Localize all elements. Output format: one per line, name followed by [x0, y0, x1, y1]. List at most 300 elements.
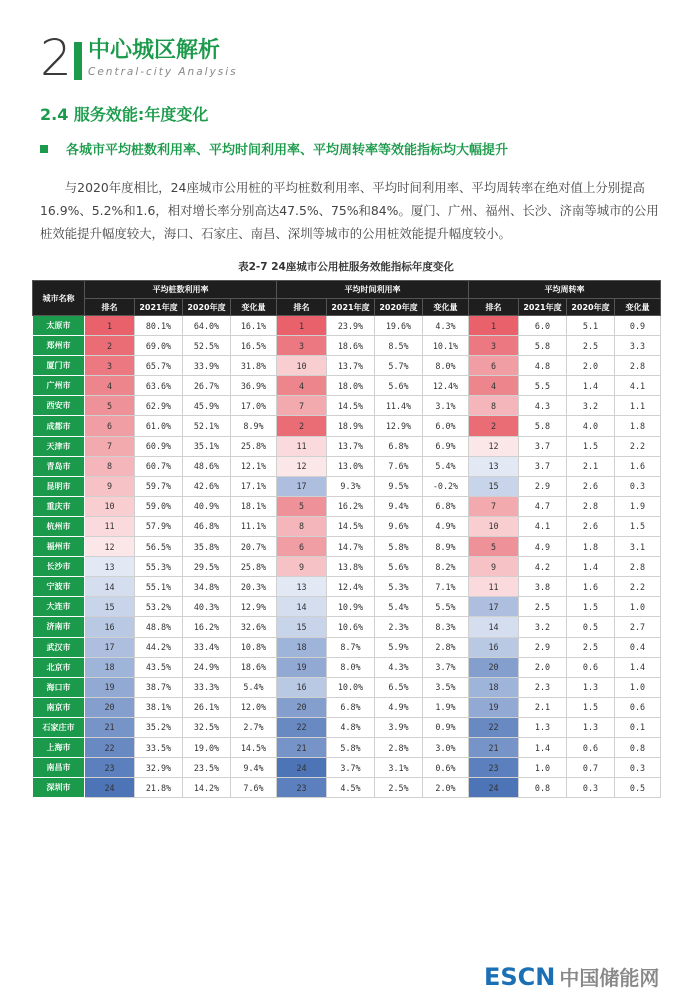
rank-cell: 22: [469, 717, 519, 737]
change-value-cell: 8.3%: [423, 617, 469, 637]
city-name-cell: 武汉市: [33, 637, 85, 657]
efficiency-table: [32, 280, 661, 798]
change-value-cell: 5.4%: [231, 677, 277, 697]
rank-cell: 4: [277, 376, 327, 396]
2021-value-cell: 65.7%: [135, 356, 183, 376]
2021-value-cell: 59.0%: [135, 496, 183, 516]
rank-cell: 7: [277, 396, 327, 416]
change-value-cell: 0.3: [615, 476, 661, 496]
2021-value-cell: 3.8: [519, 577, 567, 597]
table-caption: 表2-7 24座城市公用桩服务效能指标年度变化: [238, 261, 454, 273]
change-value-cell: 8.9%: [231, 416, 277, 436]
2020-value-cell: 33.3%: [183, 677, 231, 697]
city-name-cell: 海口市: [33, 677, 85, 697]
2021-value-cell: 13.7%: [327, 356, 375, 376]
2020-value-cell: 35.8%: [183, 537, 231, 557]
2020-value-cell: 2.5: [567, 336, 615, 356]
2021-value-cell: 10.0%: [327, 677, 375, 697]
change-value-cell: 3.0%: [423, 737, 469, 757]
2020-value-cell: 4.3%: [375, 657, 423, 677]
2020-value-cell: 9.4%: [375, 496, 423, 516]
city-name-cell: 天津市: [33, 436, 85, 456]
rank-cell: 17: [469, 597, 519, 617]
2020-value-cell: 23.5%: [183, 758, 231, 778]
city-name-cell: 青岛市: [33, 456, 85, 476]
table-row: [33, 436, 661, 456]
logo-text-en: ESCN: [484, 963, 556, 991]
change-value-cell: 6.8%: [423, 496, 469, 516]
city-column-header: 城市名称: [33, 281, 85, 316]
subheader-change: 变化量: [615, 299, 661, 316]
2021-value-cell: 18.6%: [327, 336, 375, 356]
2021-value-cell: 63.6%: [135, 376, 183, 396]
rank-cell: 18: [469, 677, 519, 697]
2021-value-cell: 3.7%: [327, 758, 375, 778]
2020-value-cell: 1.5: [567, 436, 615, 456]
2020-value-cell: 1.4: [567, 557, 615, 577]
rank-cell: 13: [469, 456, 519, 476]
2020-value-cell: 9.6%: [375, 516, 423, 536]
2021-value-cell: 1.0: [519, 758, 567, 778]
2020-value-cell: 1.6: [567, 577, 615, 597]
2021-value-cell: 4.2: [519, 557, 567, 577]
rank-cell: 6: [85, 416, 135, 436]
change-value-cell: 2.8: [615, 557, 661, 577]
table-row: [33, 717, 661, 737]
2021-value-cell: 2.3: [519, 677, 567, 697]
rank-cell: 1: [85, 316, 135, 336]
rank-cell: 2: [469, 416, 519, 436]
rank-cell: 23: [277, 778, 327, 798]
2021-value-cell: 5.8: [519, 336, 567, 356]
change-value-cell: 12.1%: [231, 456, 277, 476]
bullet-heading: 各城市平均桩数利用率、平均时间利用率、平均周转率等效能指标均大幅提升: [66, 143, 509, 158]
rank-cell: 24: [85, 778, 135, 798]
city-name-cell: 厦门市: [33, 356, 85, 376]
2020-value-cell: 1.5: [567, 597, 615, 617]
rank-cell: 19: [85, 677, 135, 697]
2020-value-cell: 32.5%: [183, 717, 231, 737]
change-value-cell: 0.4: [615, 637, 661, 657]
rank-cell: 6: [277, 537, 327, 557]
2020-value-cell: 6.5%: [375, 677, 423, 697]
2021-value-cell: 55.3%: [135, 557, 183, 577]
2020-value-cell: 26.7%: [183, 376, 231, 396]
change-value-cell: 20.3%: [231, 577, 277, 597]
2020-value-cell: 0.3: [567, 778, 615, 798]
change-value-cell: 3.5%: [423, 677, 469, 697]
2021-value-cell: 13.8%: [327, 557, 375, 577]
rank-cell: 16: [277, 677, 327, 697]
rank-cell: 9: [469, 557, 519, 577]
2021-value-cell: 13.7%: [327, 436, 375, 456]
rank-cell: 21: [277, 737, 327, 757]
change-value-cell: 32.6%: [231, 617, 277, 637]
table-row: [33, 737, 661, 757]
2020-value-cell: 2.3%: [375, 617, 423, 637]
2020-value-cell: 14.2%: [183, 778, 231, 798]
group-header-turnover: 平均周转率: [469, 281, 661, 299]
rank-cell: 20: [469, 657, 519, 677]
table-row: [33, 577, 661, 597]
body-paragraph: 与2020年度相比，24座城市公用桩的平均桩数利用率、平均时间利用率、平均周转率在绝对值上分别提高16.9%、5.2%和1.6，相对增长率分别高达47.5%、75%和84%。厦门、广州、福州、长沙、济南等城市的公用桩效能提升幅度较大，海口、石家庄、南昌、深圳等城市的公用桩效能提升幅度较小。: [40, 180, 659, 241]
subheader-change: 变化量: [423, 299, 469, 316]
city-name-cell: 大连市: [33, 597, 85, 617]
change-value-cell: 2.0%: [423, 778, 469, 798]
rank-cell: 10: [277, 356, 327, 376]
2021-value-cell: 44.2%: [135, 637, 183, 657]
2020-value-cell: 7.6%: [375, 456, 423, 476]
table-row: [33, 697, 661, 717]
2020-value-cell: 33.9%: [183, 356, 231, 376]
city-name-cell: 长沙市: [33, 557, 85, 577]
2021-value-cell: 60.9%: [135, 436, 183, 456]
rank-cell: 16: [85, 617, 135, 637]
rank-cell: 24: [469, 778, 519, 798]
change-value-cell: 8.2%: [423, 557, 469, 577]
city-name-cell: 重庆市: [33, 496, 85, 516]
change-value-cell: 0.6: [615, 697, 661, 717]
rank-cell: 13: [85, 557, 135, 577]
2021-value-cell: 3.2: [519, 617, 567, 637]
subheader-2021: 2021年度: [135, 299, 183, 316]
rank-cell: 4: [85, 376, 135, 396]
2020-value-cell: 29.5%: [183, 557, 231, 577]
city-name-cell: 南京市: [33, 697, 85, 717]
change-value-cell: 2.2: [615, 577, 661, 597]
rank-cell: 12: [469, 436, 519, 456]
2021-value-cell: 6.8%: [327, 697, 375, 717]
city-name-cell: 上海市: [33, 737, 85, 757]
2020-value-cell: 12.9%: [375, 416, 423, 436]
rank-cell: 14: [277, 597, 327, 617]
2020-value-cell: 2.6: [567, 516, 615, 536]
2020-value-cell: 19.0%: [183, 737, 231, 757]
change-value-cell: 0.9%: [423, 717, 469, 737]
2021-value-cell: 48.8%: [135, 617, 183, 637]
change-value-cell: -0.2%: [423, 476, 469, 496]
rank-cell: 15: [469, 476, 519, 496]
rank-cell: 1: [277, 316, 327, 336]
2021-value-cell: 32.9%: [135, 758, 183, 778]
table-row: [33, 597, 661, 617]
change-value-cell: 2.2: [615, 436, 661, 456]
change-value-cell: 0.9: [615, 316, 661, 336]
rank-cell: 5: [277, 496, 327, 516]
2021-value-cell: 62.9%: [135, 396, 183, 416]
city-name-cell: 杭州市: [33, 516, 85, 536]
2020-value-cell: 9.5%: [375, 476, 423, 496]
city-name-cell: 太原市: [33, 316, 85, 336]
2021-value-cell: 21.8%: [135, 778, 183, 798]
rank-cell: 19: [469, 697, 519, 717]
change-value-cell: 6.0%: [423, 416, 469, 436]
2021-value-cell: 69.0%: [135, 336, 183, 356]
change-value-cell: 2.7: [615, 617, 661, 637]
2020-value-cell: 5.6%: [375, 557, 423, 577]
2021-value-cell: 23.9%: [327, 316, 375, 336]
2020-value-cell: 2.5%: [375, 778, 423, 798]
rank-cell: 4: [469, 376, 519, 396]
2020-value-cell: 19.6%: [375, 316, 423, 336]
2021-value-cell: 6.0: [519, 316, 567, 336]
2021-value-cell: 33.5%: [135, 737, 183, 757]
change-value-cell: 11.1%: [231, 516, 277, 536]
rank-cell: 7: [469, 496, 519, 516]
rank-cell: 12: [277, 456, 327, 476]
table-row: [33, 376, 661, 396]
2020-value-cell: 8.5%: [375, 336, 423, 356]
2021-value-cell: 2.0: [519, 657, 567, 677]
change-value-cell: 0.6%: [423, 758, 469, 778]
rank-cell: 10: [469, 516, 519, 536]
rank-cell: 23: [469, 758, 519, 778]
group-header-pile-utilization: 平均桩数利用率: [85, 281, 277, 299]
2021-value-cell: 3.7: [519, 436, 567, 456]
2021-value-cell: 5.8: [519, 416, 567, 436]
change-value-cell: 12.9%: [231, 597, 277, 617]
rank-cell: 9: [277, 557, 327, 577]
2021-value-cell: 8.7%: [327, 637, 375, 657]
2021-value-cell: 4.7: [519, 496, 567, 516]
2021-value-cell: 3.7: [519, 456, 567, 476]
2021-value-cell: 14.7%: [327, 537, 375, 557]
change-value-cell: 9.4%: [231, 758, 277, 778]
rank-cell: 7: [85, 436, 135, 456]
2020-value-cell: 64.0%: [183, 316, 231, 336]
chapter-accent-bar: [74, 42, 82, 80]
subheader-rank: 排名: [85, 299, 135, 316]
table-row: [33, 657, 661, 677]
city-name-cell: 西安市: [33, 396, 85, 416]
2021-value-cell: 59.7%: [135, 476, 183, 496]
2020-value-cell: 0.6: [567, 737, 615, 757]
change-value-cell: 0.1: [615, 717, 661, 737]
city-name-cell: 成都市: [33, 416, 85, 436]
city-name-cell: 石家庄市: [33, 717, 85, 737]
change-value-cell: 1.1: [615, 396, 661, 416]
2020-value-cell: 6.8%: [375, 436, 423, 456]
2020-value-cell: 0.5: [567, 617, 615, 637]
subheader-2020: 2020年度: [567, 299, 615, 316]
city-name-cell: 济南市: [33, 617, 85, 637]
2020-value-cell: 42.6%: [183, 476, 231, 496]
2021-value-cell: 4.3: [519, 396, 567, 416]
2021-value-cell: 16.2%: [327, 496, 375, 516]
city-name-cell: 昆明市: [33, 476, 85, 496]
2021-value-cell: 61.0%: [135, 416, 183, 436]
table-row: [33, 456, 661, 476]
table-row: [33, 356, 661, 376]
rank-cell: 15: [85, 597, 135, 617]
rank-cell: 10: [85, 496, 135, 516]
2020-value-cell: 2.1: [567, 456, 615, 476]
rank-cell: 3: [85, 356, 135, 376]
2020-value-cell: 5.7%: [375, 356, 423, 376]
change-value-cell: 5.4%: [423, 456, 469, 476]
2021-value-cell: 18.0%: [327, 376, 375, 396]
change-value-cell: 1.4: [615, 657, 661, 677]
change-value-cell: 6.9%: [423, 436, 469, 456]
change-value-cell: 0.5: [615, 778, 661, 798]
section-title: 2.4 服务效能:年度变化: [40, 105, 209, 124]
2020-value-cell: 1.8: [567, 537, 615, 557]
change-value-cell: 7.6%: [231, 778, 277, 798]
2021-value-cell: 14.5%: [327, 396, 375, 416]
change-value-cell: 14.5%: [231, 737, 277, 757]
change-value-cell: 4.9%: [423, 516, 469, 536]
change-value-cell: 16.5%: [231, 336, 277, 356]
2020-value-cell: 1.3: [567, 717, 615, 737]
2020-value-cell: 0.7: [567, 758, 615, 778]
2021-value-cell: 12.4%: [327, 577, 375, 597]
2020-value-cell: 16.2%: [183, 617, 231, 637]
rank-cell: 24: [277, 758, 327, 778]
subheader-2020: 2020年度: [375, 299, 423, 316]
rank-cell: 2: [85, 336, 135, 356]
table-row: [33, 476, 661, 496]
2020-value-cell: 2.8: [567, 496, 615, 516]
city-name-cell: 广州市: [33, 376, 85, 396]
2021-value-cell: 13.0%: [327, 456, 375, 476]
2020-value-cell: 5.8%: [375, 537, 423, 557]
2021-value-cell: 56.5%: [135, 537, 183, 557]
change-value-cell: 2.8%: [423, 637, 469, 657]
subheader-2020: 2020年度: [183, 299, 231, 316]
change-value-cell: 7.1%: [423, 577, 469, 597]
rank-cell: 20: [277, 697, 327, 717]
rank-cell: 22: [85, 737, 135, 757]
rank-cell: 14: [85, 577, 135, 597]
2020-value-cell: 2.8%: [375, 737, 423, 757]
change-value-cell: 31.8%: [231, 356, 277, 376]
2021-value-cell: 4.9: [519, 537, 567, 557]
city-name-cell: 宁波市: [33, 577, 85, 597]
rank-cell: 17: [85, 637, 135, 657]
change-value-cell: 1.9%: [423, 697, 469, 717]
change-value-cell: 16.1%: [231, 316, 277, 336]
2021-value-cell: 14.5%: [327, 516, 375, 536]
rank-cell: 21: [469, 737, 519, 757]
2020-value-cell: 1.3: [567, 677, 615, 697]
rank-cell: 12: [85, 537, 135, 557]
rank-cell: 1: [469, 316, 519, 336]
rank-cell: 11: [469, 577, 519, 597]
subheader-2021: 2021年度: [519, 299, 567, 316]
table-row: [33, 758, 661, 778]
table-row: [33, 496, 661, 516]
change-value-cell: 5.5%: [423, 597, 469, 617]
rank-cell: 19: [277, 657, 327, 677]
rank-cell: 13: [277, 577, 327, 597]
2020-value-cell: 11.4%: [375, 396, 423, 416]
2021-value-cell: 2.1: [519, 697, 567, 717]
change-value-cell: 1.0: [615, 677, 661, 697]
change-value-cell: 3.1%: [423, 396, 469, 416]
2021-value-cell: 38.1%: [135, 697, 183, 717]
chapter-number: 2: [40, 29, 72, 87]
change-value-cell: 8.9%: [423, 537, 469, 557]
rank-cell: 8: [277, 516, 327, 536]
2020-value-cell: 4.9%: [375, 697, 423, 717]
rank-cell: 5: [469, 537, 519, 557]
rank-cell: 15: [277, 617, 327, 637]
change-value-cell: 10.1%: [423, 336, 469, 356]
change-value-cell: 0.3: [615, 758, 661, 778]
rank-cell: 18: [277, 637, 327, 657]
2020-value-cell: 0.6: [567, 657, 615, 677]
rank-cell: 21: [85, 717, 135, 737]
city-name-cell: 南昌市: [33, 758, 85, 778]
rank-cell: 2: [277, 416, 327, 436]
2020-value-cell: 45.9%: [183, 396, 231, 416]
table-row: [33, 677, 661, 697]
table-row: [33, 336, 661, 356]
2020-value-cell: 52.5%: [183, 336, 231, 356]
2021-value-cell: 53.2%: [135, 597, 183, 617]
rank-cell: 16: [469, 637, 519, 657]
table-row: [33, 537, 661, 557]
2020-value-cell: 52.1%: [183, 416, 231, 436]
rank-cell: 3: [277, 336, 327, 356]
2020-value-cell: 5.4%: [375, 597, 423, 617]
2020-value-cell: 35.1%: [183, 436, 231, 456]
change-value-cell: 12.0%: [231, 697, 277, 717]
square-bullet-icon: [40, 145, 48, 153]
rank-cell: 18: [85, 657, 135, 677]
2021-value-cell: 1.4: [519, 737, 567, 757]
city-name-cell: 北京市: [33, 657, 85, 677]
2021-value-cell: 4.1: [519, 516, 567, 536]
2020-value-cell: 33.4%: [183, 637, 231, 657]
subheader-change: 变化量: [231, 299, 277, 316]
2021-value-cell: 4.8: [519, 356, 567, 376]
chapter-title: 中心城区解析: [88, 38, 221, 63]
rank-cell: 17: [277, 476, 327, 496]
2021-value-cell: 35.2%: [135, 717, 183, 737]
2020-value-cell: 2.6: [567, 476, 615, 496]
2021-value-cell: 4.5%: [327, 778, 375, 798]
change-value-cell: 1.9: [615, 496, 661, 516]
rank-cell: 8: [469, 396, 519, 416]
table-row: [33, 316, 661, 336]
change-value-cell: 3.7%: [423, 657, 469, 677]
change-value-cell: 17.0%: [231, 396, 277, 416]
2020-value-cell: 5.9%: [375, 637, 423, 657]
2021-value-cell: 5.5: [519, 376, 567, 396]
2020-value-cell: 3.1%: [375, 758, 423, 778]
2021-value-cell: 4.8%: [327, 717, 375, 737]
2021-value-cell: 10.6%: [327, 617, 375, 637]
change-value-cell: 2.8: [615, 356, 661, 376]
2021-value-cell: 10.9%: [327, 597, 375, 617]
2020-value-cell: 3.9%: [375, 717, 423, 737]
2020-value-cell: 5.1: [567, 316, 615, 336]
group-header-time-utilization: 平均时间利用率: [277, 281, 469, 299]
change-value-cell: 18.1%: [231, 496, 277, 516]
change-value-cell: 17.1%: [231, 476, 277, 496]
2021-value-cell: 18.9%: [327, 416, 375, 436]
2020-value-cell: 1.5: [567, 697, 615, 717]
table-row: [33, 637, 661, 657]
bullet-heading-row: [40, 139, 508, 158]
2021-value-cell: 57.9%: [135, 516, 183, 536]
2021-value-cell: 9.3%: [327, 476, 375, 496]
2021-value-cell: 1.3: [519, 717, 567, 737]
table-row: [33, 396, 661, 416]
2021-value-cell: 0.8: [519, 778, 567, 798]
2021-value-cell: 2.9: [519, 637, 567, 657]
